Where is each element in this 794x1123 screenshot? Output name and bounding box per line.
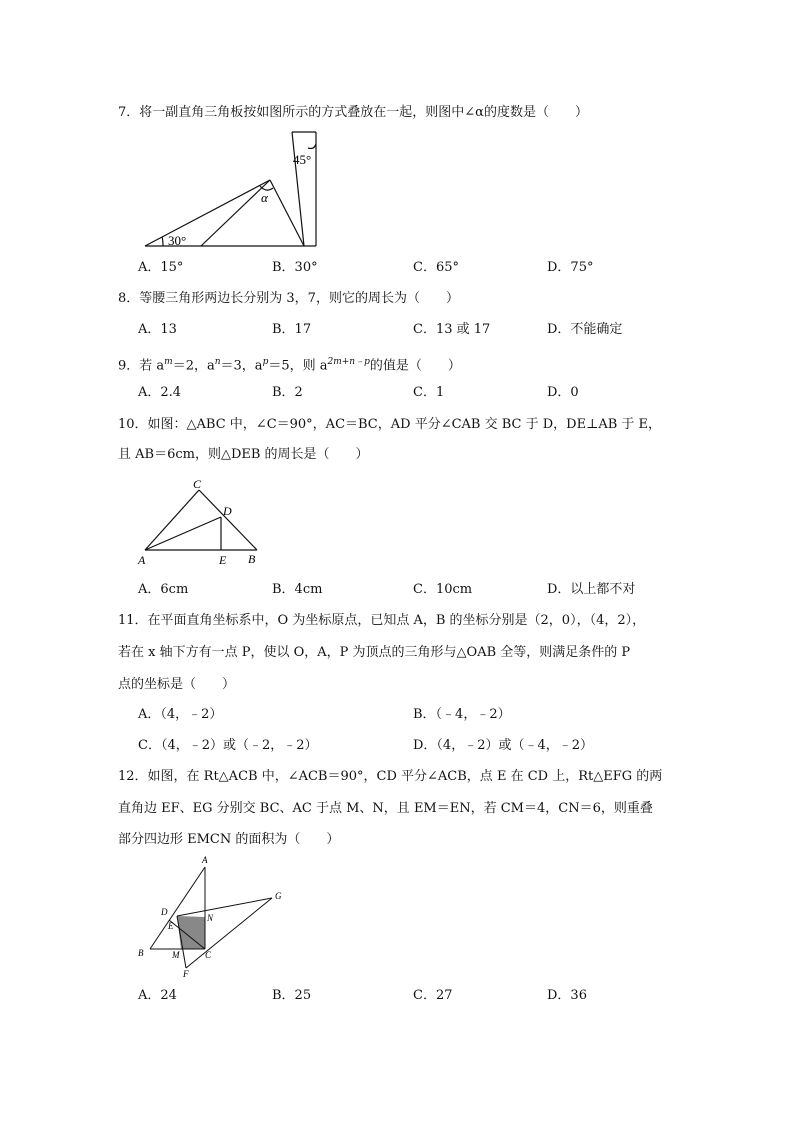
q12-option-d[interactable]: D．36 [547,988,587,1003]
q10-label-a: A [138,553,146,567]
q12-line3: 部分四边形 EMCN 的面积为（ ） [118,832,340,847]
q12-label-n: N [207,913,214,923]
q11-option-d[interactable]: D．（4，﹣2）或（﹣4，﹣2） [413,738,594,753]
q12-option-b[interactable]: B．25 [272,988,312,1003]
q7-stem: 7．将一副直角三角板按如图所示的方式叠放在一起，则图中∠α的度数是（ ） [118,105,588,120]
q10-option-b[interactable]: B．4cm [272,582,323,597]
q10-label-e: E [219,553,227,567]
q12-option-a[interactable]: A．24 [138,988,177,1003]
q12-label-c: C [205,950,212,960]
q12-line1: 12．如图，在 Rt△ACB 中，∠ACB＝90°，CD 平分∠ACB，点 E 在 CD 上，Rt△EFG 的两 [118,769,663,784]
q12-label-a: A [202,855,208,865]
q12-figure [132,852,292,982]
q10-line1: 10．如图：△ABC 中，∠C＝90°，AC＝BC，AD 平分∠CAB 交 BC 于 D，DE⊥AB 于 E， [118,417,662,432]
q7-option-c[interactable]: C．65° [413,260,459,275]
q12-label-f: F [183,969,189,979]
q8-option-d[interactable]: D．不能确定 [547,322,623,337]
q7-option-a[interactable]: A．15° [138,260,184,275]
q12-line2: 直角边 EF、EG 分别交 BC、AC 于点 M、N，且 EM＝EN，若 CM＝4，CN＝6，则重叠 [118,801,653,816]
q9-option-d[interactable]: D．0 [547,385,579,400]
q7-figure [138,128,338,253]
q10-label-c: C [193,477,202,491]
q9-stem: 9．若 $a^m=2$，$a^n=3$，$a^p=5$，则 $a^{2m+n﹣p}$的值是（ ） [118,357,461,374]
q7-label-45: 45° [293,152,312,167]
q11-line1: 11．在平面直角坐标系中，O 为坐标原点，已知点 A，B 的坐标分别是（2，0），（4，2）， [118,613,646,628]
q10-option-a[interactable]: A．6cm [138,582,189,597]
q12-label-d: D [161,907,168,917]
q12-label-e: E [168,921,174,931]
q8-option-b[interactable]: B．17 [272,322,312,337]
q9-option-a[interactable]: A．2.4 [138,385,182,400]
q11-option-c[interactable]: C．（4，﹣2）或（﹣2，﹣2） [138,738,318,753]
q11-line3: 点的坐标是（ ） [118,677,236,692]
q8-stem: 8．等腰三角形两边长分别为 3，7，则它的周长为（ ） [118,291,459,306]
q7-option-d[interactable]: D．75° [547,260,594,275]
q7-label-30: 30° [168,233,187,248]
q10-option-c[interactable]: C．10cm [413,582,473,597]
q10-label-b: B [248,552,256,566]
q8-option-c[interactable]: C．13 或 17 [413,322,491,337]
q12-label-m: M [172,950,180,960]
q12-label-g: G [275,891,282,901]
q10-label-d: D [223,504,232,518]
q12-option-c[interactable]: C．27 [413,988,453,1003]
q10-option-d[interactable]: D．以上都不对 [547,582,636,597]
q9-option-c[interactable]: C．1 [413,385,445,400]
q7-option-b[interactable]: B．30° [272,260,318,275]
q9-option-b[interactable]: B．2 [272,385,303,400]
q11-line2: 若在 x 轴下方有一点 P，使以 O，A，P 为顶点的三角形与△OAB 全等，则满足条件的 P [118,645,631,660]
q7-label-alpha: α [261,190,268,205]
q10-line2: 且 AB＝6cm，则△DEB 的周长是（ ） [118,447,369,462]
q12-label-b: B [138,948,144,958]
q8-option-a[interactable]: A．13 [138,322,177,337]
q11-option-b[interactable]: B．（﹣4，﹣2） [413,707,511,722]
q11-option-a[interactable]: A．（4，﹣2） [138,707,223,722]
q10-figure [134,473,274,568]
